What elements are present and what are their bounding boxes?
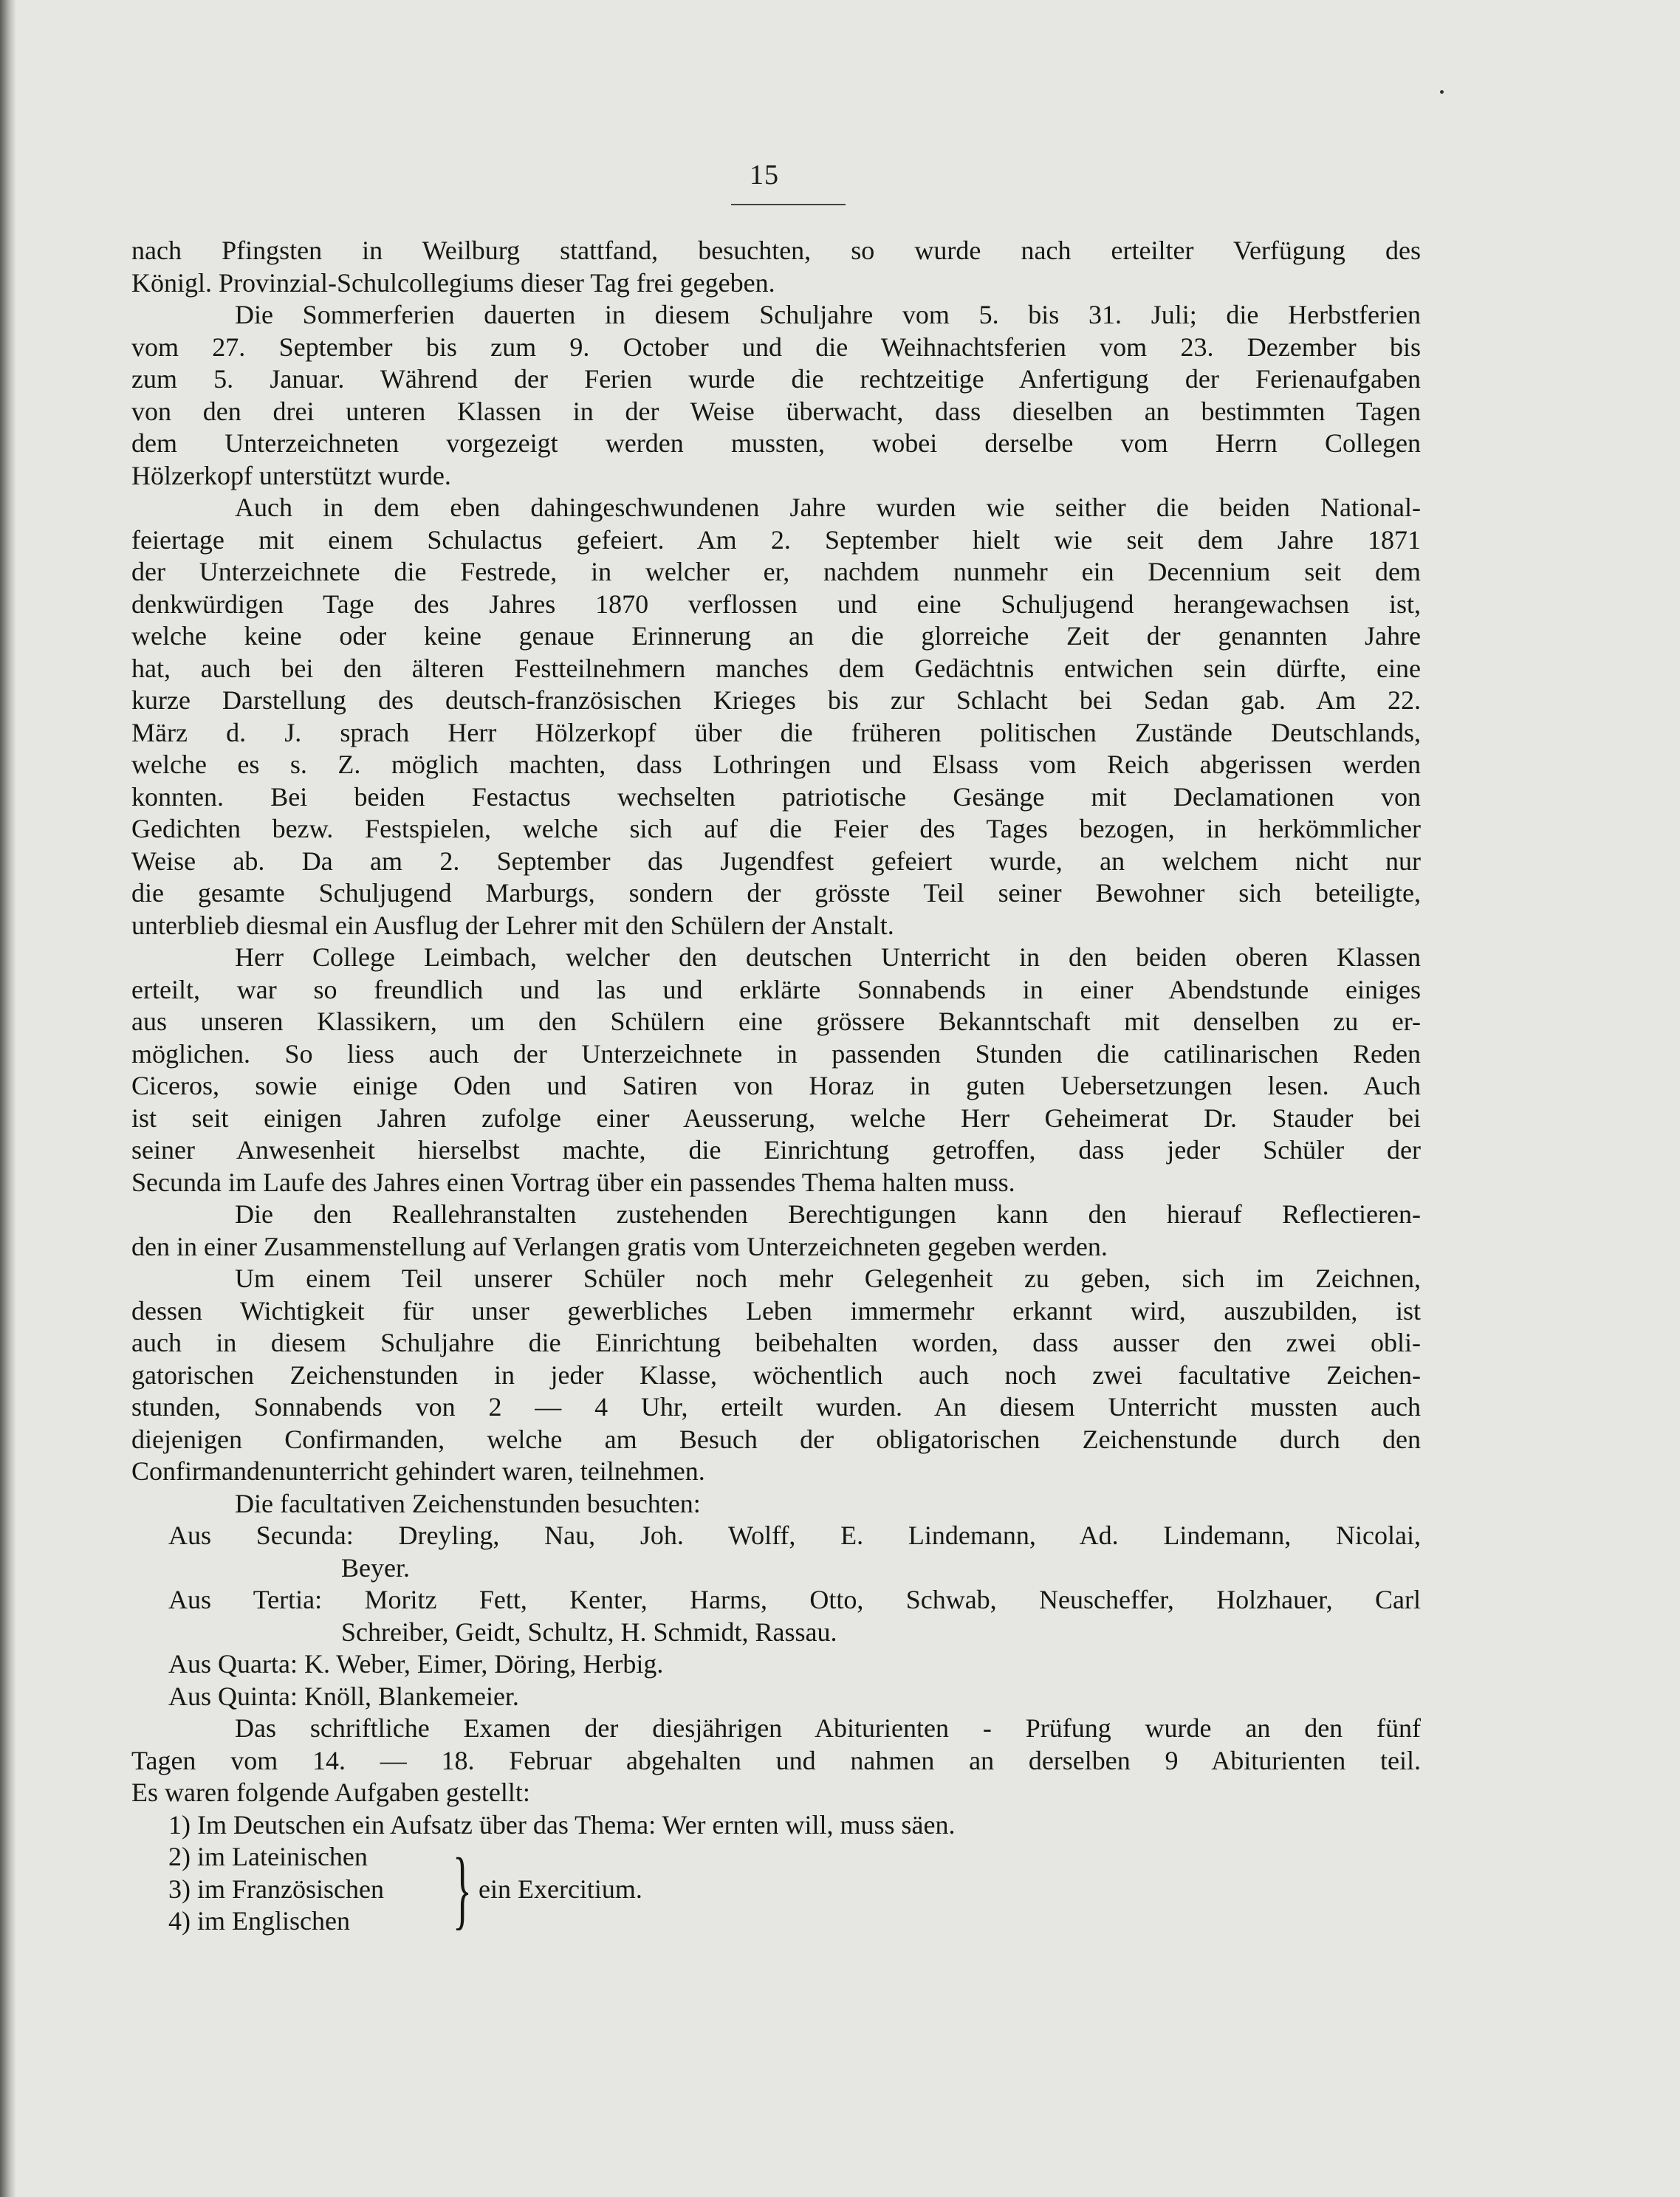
- text-line: konnten. Bei beiden Festactus wechselten patriotische Gesänge mit Declamationen von: [131, 781, 1421, 812]
- attendee-list: [131, 1520, 1421, 1713]
- text-line: kurze Darstellung des deutsch-französischen Krieges bis zur Schlacht bei Sedan gab. Am 22.: [131, 685, 1421, 715]
- text-line: erteilt, war so freundlich und las und erklärte Sonnabends in einer Abendstunde einiges: [131, 974, 1421, 1004]
- text-line: gatorischen Zeichenstunden in jeder Klasse, wöchentlich auch noch zwei facultative Zeichen-: [131, 1360, 1421, 1390]
- text-line: Confirmandenunterricht gehindert waren, teilnehmen.: [131, 1456, 705, 1486]
- text-line: vom 27. September bis zum 9. October und die Weihnachtsferien vom 23. Dezember bis: [131, 332, 1421, 362]
- text-line: Das schriftliche Examen der diesjährigen Abiturienten - Prüfung wurde an den fünf: [235, 1713, 1421, 1743]
- text-line: aus unseren Klassikern, um den Schülern eine grössere Bekanntschaft mit denselben zu er-: [131, 1007, 1421, 1036]
- exam-task-list: [131, 1809, 1421, 1938]
- text-line: welche keine oder keine genaue Erinnerung an die glorreiche Zeit der genannten Jahre: [131, 621, 1421, 651]
- text-line: feiertage mit einem Schulactus gefeiert. Am 2. September hielt wie seit dem Jahre 1871: [131, 524, 1421, 555]
- body-text: [131, 235, 1421, 1938]
- text-line: März d. J. sprach Herr Hölzerkopf über die früheren politischen Zustände Deutschlands,: [131, 717, 1421, 747]
- text-line: Secunda im Laufe des Jahres einen Vortrag über ein passendes Thema halten muss.: [131, 1167, 1015, 1197]
- text-line: Die Sommerferien dauerten in diesem Schuljahre vom 5. bis 31. Juli; die Herbstferien: [235, 300, 1421, 329]
- text-line: von den drei unteren Klassen in der Weise überwacht, dass dieselben an bestimmten Tagen: [131, 396, 1421, 426]
- attendee-line: Aus Secunda: Dreyling, Nau, Joh. Wolff, E. Lindemann, Ad. Lindemann, Nicolai,: [168, 1521, 1421, 1550]
- text-line: die gesamte Schuljugend Marburgs, sondern der grösste Teil seiner Bewohner sich beteiligte,: [131, 878, 1421, 908]
- text-line: dessen Wichtigkeit für unser gewerbliches Leben immermehr erkannt wird, auszubilden, ist: [131, 1295, 1421, 1326]
- exam-task: 4) im Englischen: [168, 1906, 350, 1936]
- curly-brace-icon: }: [453, 1840, 472, 1938]
- text-line: den in einer Zusammenstellung auf Verlangen gratis vom Unterzeichneten gegeben werden.: [131, 1231, 1108, 1261]
- exam-task: 3) im Französischen: [168, 1874, 384, 1904]
- attendee-line: Aus Tertia: Moritz Fett, Kenter, Harms, Otto, Schwab, Neuscheffer, Holzhauer, Carl: [168, 1585, 1421, 1614]
- text-line: hat, auch bei den älteren Festteilnehmern manches dem Gedächtnis entwichen sein dürfte, eine: [131, 653, 1421, 683]
- paragraph: [131, 299, 1421, 492]
- page-number: 15: [750, 160, 779, 191]
- text-line: möglichen. So liess auch der Unterzeichnete in passenden Stunden die catilinarischen Reden: [131, 1038, 1421, 1069]
- attendee-line: Aus Quinta: Knöll, Blankemeier.: [168, 1681, 519, 1711]
- text-line: Hölzerkopf unterstützt wurde.: [131, 460, 451, 490]
- paragraph: [131, 1199, 1421, 1263]
- text-line: diejenigen Confirmanden, welche am Besuch der obligatorischen Zeichenstunde durch den: [131, 1424, 1421, 1454]
- text-line: Um einem Teil unserer Schüler noch mehr Gelegenheit zu geben, sich im Zeichnen,: [235, 1264, 1421, 1293]
- attendee-line: Schreiber, Geidt, Schultz, H. Schmidt, Rassau.: [341, 1617, 837, 1647]
- text-line: ist seit einigen Jahren zufolge einer Aeusserung, welche Herr Geheimerat Dr. Stauder bei: [131, 1103, 1421, 1133]
- exam-task: 2) im Lateinischen: [168, 1842, 368, 1871]
- exam-task: 1) Im Deutschen ein Aufsatz über das Thema: Wer ernten will, muss säen.: [168, 1809, 956, 1840]
- attendee-line: Aus Quarta: K. Weber, Eimer, Döring, Herbig.: [168, 1649, 664, 1679]
- exam-task-group-label: ein Exercitium.: [479, 1874, 642, 1904]
- paragraph: [131, 942, 1421, 1199]
- paragraph: [131, 1263, 1421, 1488]
- text-line: unterblieb diesmal ein Ausflug der Lehrer mit den Schülern der Anstalt.: [131, 910, 894, 940]
- text-line: stunden, Sonnabends von 2 — 4 Uhr, erteilt wurden. An diesem Unterricht mussten auch: [131, 1392, 1421, 1422]
- text-line: dem Unterzeichneten vorgezeigt werden mussten, wobei derselbe vom Herrn Collegen: [131, 428, 1421, 458]
- paragraph: [131, 492, 1421, 942]
- text-line: welche es s. Z. möglich machten, dass Lothringen und Elsass vom Reich abgerissen werden: [131, 750, 1421, 779]
- text-line: denkwürdigen Tage des Jahres 1870 verflossen und eine Schuljugend herangewachsen ist,: [131, 589, 1421, 619]
- text-line: nach Pfingsten in Weilburg stattfand, besuchten, so wurde nach erteilter Verfügung des: [131, 236, 1421, 265]
- text-line: Die den Reallehranstalten zustehenden Berechtigungen kann den hierauf Reflectieren-: [235, 1199, 1421, 1229]
- paragraph: [131, 235, 1421, 299]
- text-line: Gedichten bezw. Festspielen, welche sich auf die Feier des Tages bezogen, in herkömmlicher: [131, 814, 1421, 843]
- page-number-rule: [731, 204, 846, 205]
- text-line: auch in diesem Schuljahre die Einrichtung beibehalten worden, dass ausser den zwei obli-: [131, 1328, 1421, 1357]
- text-line: Herr College Leimbach, welcher den deutschen Unterricht in den beiden oberen Klassen: [235, 942, 1421, 972]
- attendee-line: Beyer.: [341, 1552, 410, 1583]
- text-line: Königl. Provinzial-Schulcollegiums dieser Tag frei gegeben.: [131, 267, 775, 298]
- text-line: Ciceros, sowie einige Oden und Satiren von Horaz in guten Uebersetzungen lesen. Auch: [131, 1071, 1421, 1100]
- text-line: Es waren folgende Aufgaben gestellt:: [131, 1778, 530, 1807]
- speck: [1440, 90, 1444, 94]
- text-line: Tagen vom 14. — 18. Februar abgehalten und nahmen an derselben 9 Abiturienten teil.: [131, 1745, 1421, 1775]
- text-line: seiner Anwesenheit hierselbst machte, die Einrichtung getroffen, dass jeder Schüler der: [131, 1135, 1421, 1165]
- text-line: der Unterzeichnete die Festrede, in welcher er, nachdem nunmehr ein Decennium seit dem: [131, 557, 1421, 586]
- exam-task-group: [131, 1841, 1421, 1938]
- paragraph: [131, 1488, 1421, 1521]
- text-line: Die facultativen Zeichenstunden besuchten:: [235, 1488, 701, 1518]
- page-edge-shadow: [0, 0, 16, 2197]
- text-line: Auch in dem eben dahingeschwundenen Jahre wurden wie seither die beiden National-: [235, 493, 1421, 522]
- text-line: zum 5. Januar. Während der Ferien wurde die rechtzeitige Anfertigung der Ferienaufgaben: [131, 364, 1421, 394]
- text-line: Weise ab. Da am 2. September das Jugendfest gefeiert wurde, an welchem nicht nur: [131, 846, 1421, 876]
- exam-paragraph: [131, 1713, 1421, 1809]
